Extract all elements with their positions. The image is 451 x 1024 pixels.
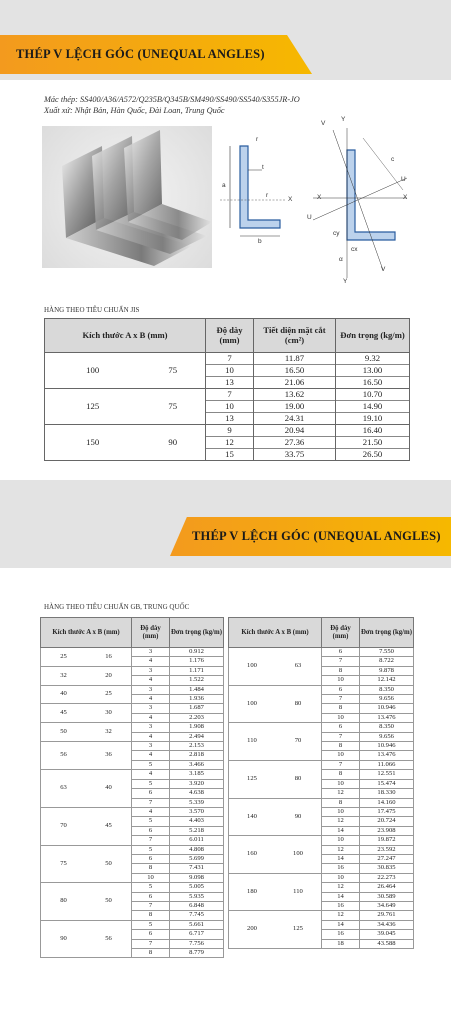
gb-size-a: 125 xyxy=(229,760,276,798)
gb-weight: 7.745 xyxy=(170,911,224,920)
gb-thickness: 12 xyxy=(322,911,360,920)
jis-size-b: 90 xyxy=(140,425,205,461)
label-alpha: α xyxy=(339,256,343,263)
table-row xyxy=(41,685,224,694)
gb-size-a: 180 xyxy=(229,873,276,911)
gb-weight: 5.005 xyxy=(170,883,224,892)
jis-thickness: 10 xyxy=(206,365,254,377)
gb-weight: 34.436 xyxy=(360,920,414,929)
gb-size-a: 56 xyxy=(41,742,87,770)
gb-weight: 15.474 xyxy=(360,779,414,788)
gb-thickness: 4 xyxy=(132,657,170,666)
gb-size-b: 45 xyxy=(86,807,132,845)
table-row xyxy=(41,704,224,713)
gb-size-b: 50 xyxy=(86,845,132,883)
gb-thickness: 10 xyxy=(322,676,360,685)
gb-weight: 12.551 xyxy=(360,770,414,779)
jis-size-b: 75 xyxy=(140,353,205,389)
gb-weight: 8.350 xyxy=(360,685,414,694)
axes-diagram xyxy=(303,116,411,288)
gb-thickness: 3 xyxy=(132,742,170,751)
gb-weight: 39.045 xyxy=(360,930,414,939)
jis-table xyxy=(44,318,410,461)
gb-weight: 5.699 xyxy=(170,854,224,863)
gb-size-a: 80 xyxy=(41,883,87,921)
jis-weight: 10.70 xyxy=(336,389,410,401)
label-a: a xyxy=(222,182,226,189)
gb-weight: 14.160 xyxy=(360,798,414,807)
gb-weight: 8.722 xyxy=(360,657,414,666)
gb-thickness: 8 xyxy=(322,666,360,675)
gb-thickness: 6 xyxy=(132,826,170,835)
gb-weight: 9.878 xyxy=(360,666,414,675)
gb-size-b: 20 xyxy=(86,666,132,685)
gb-weight: 11.066 xyxy=(360,760,414,769)
gb-weight: 1.484 xyxy=(170,685,224,694)
gb-weight: 22.273 xyxy=(360,873,414,882)
label-r-mid: r xyxy=(266,192,269,199)
gb-table-right xyxy=(228,617,414,949)
table-row xyxy=(229,685,414,694)
jis-size-a: 150 xyxy=(45,425,141,461)
gb-weight: 5.661 xyxy=(170,920,224,929)
gb-right-col-size: Kích thước A x B (mm) xyxy=(229,618,322,648)
jis-area: 11.87 xyxy=(254,353,336,365)
angle-steel-photo xyxy=(42,126,212,268)
gb-size-b: 70 xyxy=(275,723,322,761)
gb-thickness: 8 xyxy=(322,798,360,807)
gb-weight: 12.142 xyxy=(360,676,414,685)
table-row xyxy=(229,873,414,882)
gb-weight: 2.153 xyxy=(170,742,224,751)
gb-weight: 20.724 xyxy=(360,817,414,826)
table-row xyxy=(41,666,224,675)
jis-area: 21.06 xyxy=(254,377,336,389)
table-row xyxy=(41,920,224,929)
gb-weight: 9.098 xyxy=(170,873,224,882)
gb-weight: 5.218 xyxy=(170,826,224,835)
gb-thickness: 8 xyxy=(322,704,360,713)
gb-size-b: 40 xyxy=(86,770,132,808)
label-t: t xyxy=(262,164,264,171)
gb-size-a: 63 xyxy=(41,770,87,808)
gb-weight: 9.656 xyxy=(360,695,414,704)
gb-thickness: 8 xyxy=(322,770,360,779)
gb-weight: 8.350 xyxy=(360,723,414,732)
gb-thickness: 5 xyxy=(132,883,170,892)
gb-thickness: 3 xyxy=(132,666,170,675)
table-row xyxy=(41,807,224,816)
table-row xyxy=(229,648,414,657)
label-v-top: V xyxy=(321,120,326,127)
jis-size-a: 125 xyxy=(45,389,141,425)
gb-size-b: 25 xyxy=(86,685,132,704)
gb-size-a: 70 xyxy=(41,807,87,845)
label-x: X xyxy=(288,196,293,203)
gb-size-b: 80 xyxy=(275,760,322,798)
gb-thickness: 3 xyxy=(132,704,170,713)
gb-size-a: 100 xyxy=(229,685,276,723)
gb-weight: 2.494 xyxy=(170,732,224,741)
gb-weight: 10.946 xyxy=(360,742,414,751)
gb-size-b: 110 xyxy=(275,873,322,911)
label-u-left: U xyxy=(307,214,312,221)
jis-thickness: 7 xyxy=(206,353,254,365)
label-cx: cx xyxy=(351,246,358,253)
gb-weight: 18.330 xyxy=(360,789,414,798)
gb-table-left xyxy=(40,617,224,958)
gb-weight: 1.687 xyxy=(170,704,224,713)
table-row xyxy=(41,723,224,732)
gb-weight: 9.656 xyxy=(360,732,414,741)
gb-thickness: 8 xyxy=(132,911,170,920)
gb-size-b: 32 xyxy=(86,723,132,742)
gb-thickness: 16 xyxy=(322,901,360,910)
gb-weight: 2.818 xyxy=(170,751,224,760)
gb-thickness: 7 xyxy=(132,939,170,948)
gb-thickness: 14 xyxy=(322,826,360,835)
gb-thickness: 5 xyxy=(132,920,170,929)
gb-size-b: 125 xyxy=(275,911,322,949)
gb-thickness: 3 xyxy=(132,648,170,657)
gb-weight: 6.848 xyxy=(170,901,224,910)
gb-thickness: 4 xyxy=(132,770,170,779)
label-y-bottom: Y xyxy=(343,278,348,285)
gb-weight: 8.779 xyxy=(170,949,224,958)
cross-section-diagram xyxy=(218,130,298,250)
gb-weight: 29.761 xyxy=(360,911,414,920)
gb-weight: 2.203 xyxy=(170,713,224,722)
gb-thickness: 14 xyxy=(322,892,360,901)
gb-weight: 1.522 xyxy=(170,676,224,685)
gb-thickness: 3 xyxy=(132,723,170,732)
gb-size-b: 80 xyxy=(275,685,322,723)
gb-thickness: 5 xyxy=(132,845,170,854)
gb-weight: 23.908 xyxy=(360,826,414,835)
jis-area: 16.50 xyxy=(254,365,336,377)
gb-weight: 1.908 xyxy=(170,723,224,732)
gb-thickness: 14 xyxy=(322,854,360,863)
gb-thickness: 6 xyxy=(132,892,170,901)
gb-weight: 6.717 xyxy=(170,930,224,939)
gb-thickness: 10 xyxy=(322,713,360,722)
label-v-bottom: V xyxy=(381,266,386,273)
gb-heading: HÀNG THEO TIÊU CHUẨN GB, TRUNG QUỐC xyxy=(44,603,190,611)
jis-heading: HÀNG THEO TIÊU CHUẨN JIS xyxy=(44,306,140,314)
gb-weight: 19.872 xyxy=(360,836,414,845)
gb-weight: 43.588 xyxy=(360,939,414,948)
origin: Xuất xứ: Nhật Bản, Hàn Quốc, Đài Loan, Trung Quốc xyxy=(44,106,225,115)
gb-size-b: 100 xyxy=(275,836,322,874)
gb-size-b: 56 xyxy=(86,920,132,958)
jis-size-b: 75 xyxy=(140,389,205,425)
gb-size-b: 50 xyxy=(86,883,132,921)
gb-size-b: 16 xyxy=(86,648,132,667)
jis-weight: 21.50 xyxy=(336,437,410,449)
gb-thickness: 4 xyxy=(132,732,170,741)
gb-weight: 7.431 xyxy=(170,864,224,873)
jis-thickness: 7 xyxy=(206,389,254,401)
jis-thickness: 12 xyxy=(206,437,254,449)
table-row xyxy=(41,845,224,854)
gb-left-col-weight: Đơn trọng (kg/m) xyxy=(170,618,224,648)
jis-thickness: 9 xyxy=(206,425,254,437)
gb-size-a: 75 xyxy=(41,845,87,883)
steel-grades: Mác thép: SS400/A36/A572/Q235B/Q345B/SM490/SS490/SS540/S355JR-JO xyxy=(44,95,300,104)
gb-thickness: 6 xyxy=(132,789,170,798)
gb-thickness: 12 xyxy=(322,817,360,826)
gb-weight: 5.935 xyxy=(170,892,224,901)
table-row xyxy=(41,883,224,892)
gb-weight: 1.171 xyxy=(170,666,224,675)
gb-weight: 7.550 xyxy=(360,648,414,657)
gb-weight: 3.920 xyxy=(170,779,224,788)
gb-thickness: 10 xyxy=(322,779,360,788)
gb-thickness: 12 xyxy=(322,789,360,798)
table-row xyxy=(45,425,410,437)
jis-col-size: Kích thước A x B (mm) xyxy=(45,319,206,353)
jis-area: 13.62 xyxy=(254,389,336,401)
jis-thickness: 10 xyxy=(206,401,254,413)
gb-size-a: 140 xyxy=(229,798,276,836)
gb-thickness: 18 xyxy=(322,939,360,948)
gb-thickness: 10 xyxy=(322,836,360,845)
table-row xyxy=(229,836,414,845)
gb-thickness: 8 xyxy=(132,864,170,873)
gb-size-a: 40 xyxy=(41,685,87,704)
gb-weight: 23.592 xyxy=(360,845,414,854)
gb-thickness: 4 xyxy=(132,676,170,685)
gb-weight: 1.936 xyxy=(170,695,224,704)
gb-weight: 3.466 xyxy=(170,760,224,769)
jis-thickness: 15 xyxy=(206,449,254,461)
section-title-1: THÉP V LỆCH GÓC (UNEQUAL ANGLES) xyxy=(16,47,265,61)
jis-weight: 19.10 xyxy=(336,413,410,425)
gb-thickness: 7 xyxy=(322,732,360,741)
gb-size-a: 32 xyxy=(41,666,87,685)
gb-thickness: 10 xyxy=(132,873,170,882)
gb-thickness: 14 xyxy=(322,920,360,929)
gb-size-a: 50 xyxy=(41,723,87,742)
jis-col-area: Tiết diện mặt cắt (cm²) xyxy=(254,319,336,353)
jis-area: 24.31 xyxy=(254,413,336,425)
table-row xyxy=(41,648,224,657)
table-row xyxy=(229,911,414,920)
gb-weight: 27.247 xyxy=(360,854,414,863)
gb-size-a: 100 xyxy=(229,648,276,686)
gb-size-b: 90 xyxy=(275,798,322,836)
table-row xyxy=(229,798,414,807)
gb-weight: 5.339 xyxy=(170,798,224,807)
gb-weight: 4.808 xyxy=(170,845,224,854)
jis-weight: 9.32 xyxy=(336,353,410,365)
section-title-2: THÉP V LỆCH GÓC (UNEQUAL ANGLES) xyxy=(192,529,441,543)
label-r-top: r xyxy=(256,136,259,143)
gb-thickness: 5 xyxy=(132,817,170,826)
table-row xyxy=(41,742,224,751)
jis-col-thickness: Độ dày (mm) xyxy=(206,319,254,353)
gb-thickness: 12 xyxy=(322,845,360,854)
gb-thickness: 10 xyxy=(322,807,360,816)
gb-weight: 4.638 xyxy=(170,789,224,798)
gb-thickness: 4 xyxy=(132,695,170,704)
jis-weight: 26.50 xyxy=(336,449,410,461)
gb-size-a: 25 xyxy=(41,648,87,667)
gb-weight: 13.476 xyxy=(360,713,414,722)
gb-weight: 30.835 xyxy=(360,864,414,873)
gb-thickness: 7 xyxy=(132,798,170,807)
gb-weight: 13.476 xyxy=(360,751,414,760)
gb-thickness: 6 xyxy=(322,648,360,657)
gb-thickness: 7 xyxy=(132,901,170,910)
label-x-left: X xyxy=(317,194,322,201)
jis-col-weight: Đơn trọng (kg/m) xyxy=(336,319,410,353)
gb-thickness: 3 xyxy=(132,685,170,694)
gb-thickness: 7 xyxy=(322,695,360,704)
gb-thickness: 7 xyxy=(132,836,170,845)
table-row xyxy=(45,353,410,365)
jis-area: 20.94 xyxy=(254,425,336,437)
gb-thickness: 6 xyxy=(322,685,360,694)
gb-weight: 17.475 xyxy=(360,807,414,816)
gb-weight: 1.176 xyxy=(170,657,224,666)
gb-weight: 10.946 xyxy=(360,704,414,713)
label-cy: cy xyxy=(333,230,340,237)
gb-thickness: 7 xyxy=(322,760,360,769)
gb-thickness: 16 xyxy=(322,864,360,873)
table-row xyxy=(229,760,414,769)
label-u-right: U xyxy=(401,176,406,183)
gb-size-a: 45 xyxy=(41,704,87,723)
gb-thickness: 7 xyxy=(322,657,360,666)
gb-size-a: 160 xyxy=(229,836,276,874)
gb-size-a: 200 xyxy=(229,911,276,949)
gb-weight: 0.912 xyxy=(170,648,224,657)
jis-area: 27.36 xyxy=(254,437,336,449)
gb-thickness: 4 xyxy=(132,751,170,760)
gb-size-a: 110 xyxy=(229,723,276,761)
gb-right-col-weight: Đơn trọng (kg/m) xyxy=(360,618,414,648)
jis-weight: 16.50 xyxy=(336,377,410,389)
jis-thickness: 13 xyxy=(206,413,254,425)
gb-thickness: 10 xyxy=(322,873,360,882)
label-y-top: Y xyxy=(341,116,346,123)
gb-weight: 30.589 xyxy=(360,892,414,901)
jis-weight: 14.90 xyxy=(336,401,410,413)
gb-thickness: 4 xyxy=(132,807,170,816)
gb-thickness: 6 xyxy=(132,854,170,863)
gb-size-b: 63 xyxy=(275,648,322,686)
gb-thickness: 5 xyxy=(132,760,170,769)
table-row xyxy=(229,723,414,732)
gb-size-a: 90 xyxy=(41,920,87,958)
gb-weight: 26.464 xyxy=(360,883,414,892)
label-b: b xyxy=(258,238,262,245)
gb-left-col-thickness: Độ dày (mm) xyxy=(132,618,170,648)
gb-weight: 6.011 xyxy=(170,836,224,845)
gb-thickness: 5 xyxy=(132,779,170,788)
gb-thickness: 6 xyxy=(132,930,170,939)
label-cu: c xyxy=(391,156,395,163)
gb-thickness: 12 xyxy=(322,883,360,892)
gb-weight: 3.185 xyxy=(170,770,224,779)
gb-weight: 3.570 xyxy=(170,807,224,816)
jis-size-a: 100 xyxy=(45,353,141,389)
gb-thickness: 8 xyxy=(322,742,360,751)
gb-size-b: 30 xyxy=(86,704,132,723)
gb-size-b: 36 xyxy=(86,742,132,770)
jis-area: 33.75 xyxy=(254,449,336,461)
gb-thickness: 16 xyxy=(322,930,360,939)
table-row xyxy=(45,389,410,401)
gb-thickness: 8 xyxy=(132,949,170,958)
jis-weight: 16.40 xyxy=(336,425,410,437)
table-row xyxy=(41,770,224,779)
gb-thickness: 10 xyxy=(322,751,360,760)
gb-left-col-size: Kích thước A x B (mm) xyxy=(41,618,132,648)
gb-weight: 34.649 xyxy=(360,901,414,910)
gb-weight: 7.756 xyxy=(170,939,224,948)
label-x-right: X xyxy=(403,194,408,201)
gb-right-col-thickness: Độ dày (mm) xyxy=(322,618,360,648)
gb-weight: 4.403 xyxy=(170,817,224,826)
gb-thickness: 6 xyxy=(322,723,360,732)
jis-area: 19.00 xyxy=(254,401,336,413)
gb-thickness: 4 xyxy=(132,713,170,722)
jis-thickness: 13 xyxy=(206,377,254,389)
jis-weight: 13.00 xyxy=(336,365,410,377)
